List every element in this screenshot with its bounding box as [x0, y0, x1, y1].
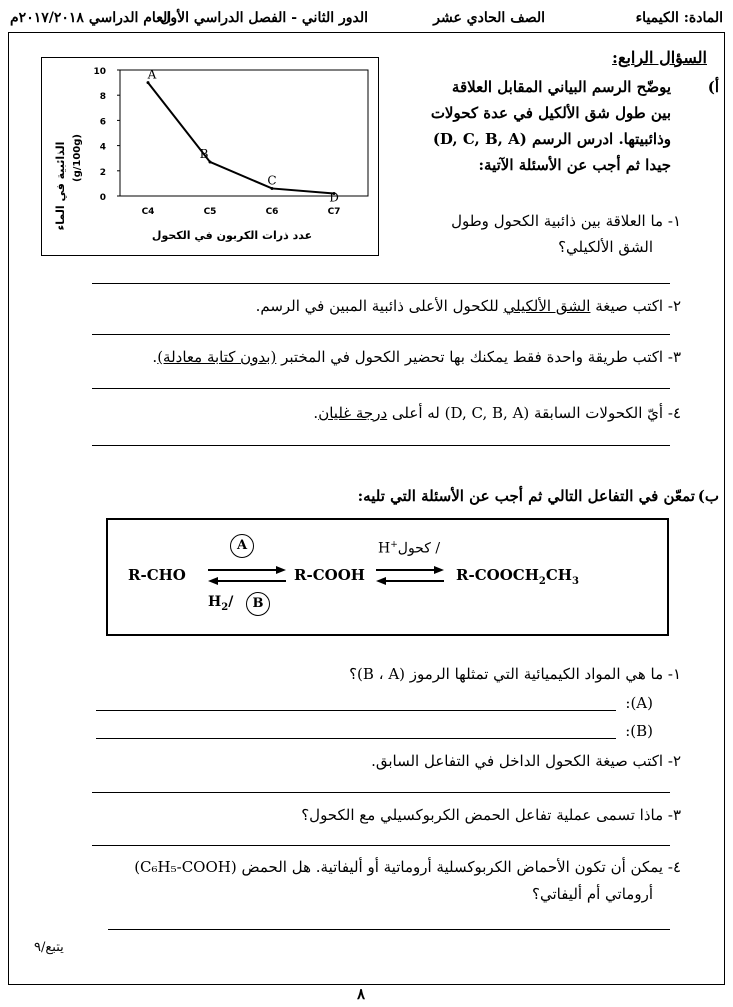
- page-border-left: [8, 32, 9, 985]
- h2-main: H: [208, 594, 222, 610]
- a-q2-pre: ٢- اكتب صيغة: [590, 297, 681, 315]
- y-tick-label: 0: [99, 193, 106, 203]
- a-q1-line2: الشق الألكيلي؟: [558, 238, 653, 256]
- product-main: R-COOCH: [456, 566, 539, 584]
- y-tick-label: 10: [93, 67, 106, 77]
- y-tick-label: 4: [99, 142, 106, 153]
- solubility-line: [148, 83, 334, 194]
- hplus-sup: +: [390, 540, 398, 550]
- b-q1-a-answer-line[interactable]: [96, 710, 616, 711]
- a-q3-post: .: [152, 348, 158, 366]
- b-q4-line1: [134, 858, 681, 876]
- solubility-chart: [41, 57, 379, 256]
- subject-label: المادة: الكيمياء: [635, 10, 723, 26]
- b-q1-b-label: :(B): [625, 722, 653, 740]
- a-q2-underlined: الشق الألكيلي: [503, 297, 591, 315]
- page-border-right: [724, 32, 725, 985]
- h2-sub: 2: [221, 601, 229, 613]
- a-q4: [313, 404, 681, 422]
- b-q4-answer-line[interactable]: [108, 929, 670, 930]
- b-q4-formula: (C₆H₅-COOH): [134, 858, 237, 876]
- year-label: العام الدراسي ٢٠١٧/٢٠١٨م: [10, 10, 172, 26]
- term-label: الدور الثاني - الفصل الدراسي الأول: [160, 10, 368, 26]
- grade-label: الصف الحادي عشر: [433, 10, 545, 26]
- chart-svg: [42, 58, 378, 255]
- b-q2-answer-line[interactable]: [92, 792, 670, 793]
- y-tick-label: 8: [99, 92, 106, 103]
- chart-yunit: (g/100g): [72, 134, 83, 182]
- a-q3-pre: ٣- اكتب طريقة واحدة فقط يمكنك بها تحضير الكحول في المختبر: [276, 348, 681, 366]
- a-q4-post: .: [313, 404, 319, 422]
- product-ch: CH: [545, 566, 572, 584]
- b-q4-line2: أروماتي أم أليفاتي؟: [532, 885, 653, 903]
- b-q1-a-label: :(A): [625, 694, 653, 712]
- acid-catalyst-label: [378, 540, 440, 557]
- a-q4-answer-line[interactable]: [92, 445, 670, 446]
- b-q4-pre: ٤- يمكن أن تكون الأحماض الكربوكسلية أروماتية أو أليفاتية. هل الحمض: [236, 858, 681, 876]
- a-q4-pre: ٤- أيّ الكحولات السابقة (D, C, B, A) له أعلى: [387, 404, 681, 422]
- b-q1: ١- ما هي المواد الكيميائية التي تمثلها الرموز (B ، A)؟: [349, 665, 681, 683]
- b-q3-answer-line[interactable]: [92, 845, 670, 846]
- reaction-diagram: [106, 518, 669, 636]
- data-point: [209, 160, 212, 163]
- equilibrium-arrows-1: [206, 564, 288, 588]
- hplus-main: H: [378, 540, 391, 557]
- intro-line-2: بين طول شق الألكيل في عدة كحولات: [430, 104, 671, 122]
- h2-label: [208, 594, 233, 613]
- page-number: ٨: [357, 985, 366, 1003]
- x-tick-label: C7: [327, 207, 341, 217]
- reagent-a-circle: A: [230, 534, 254, 558]
- b-q2: ٢- اكتب صيغة الكحول الداخل في التفاعل السابق.: [371, 752, 681, 770]
- part-b-label: ب): [697, 487, 719, 505]
- point-label-b: B: [199, 146, 209, 161]
- continue-note: يتبع/٩: [34, 940, 64, 955]
- a-q2-post: للكحول الأعلى ذائبية المبين في الرسم.: [255, 297, 504, 315]
- x-tick-label: C4: [141, 207, 155, 217]
- y-tick-label: 6: [99, 117, 106, 128]
- product-formula: [456, 566, 579, 587]
- a-q2-answer-line[interactable]: [92, 334, 670, 335]
- page-border-bottom: [8, 984, 725, 985]
- a-q3: [152, 348, 681, 366]
- a-q4-underlined: درجة غليان: [318, 404, 388, 422]
- reactant-formula: R-CHO: [128, 566, 186, 584]
- intro-line-4: جيدا ثم أجب عن الأسئلة الآتية:: [478, 156, 671, 174]
- x-tick-label: C5: [203, 207, 217, 217]
- a-q2: [256, 297, 681, 315]
- point-label-a: A: [147, 67, 157, 82]
- a-q3-underlined: (بدون كتابة معادلة): [157, 348, 277, 366]
- product-sub2: 3: [571, 576, 579, 587]
- product-sub1: 2: [538, 576, 546, 587]
- b-q3: ٣- ماذا تسمى عملية تفاعل الحمض الكربوكسيلي مع الكحول؟: [301, 806, 681, 824]
- reagent-b-circle: B: [246, 592, 270, 616]
- part-b-intro: تمعّن في التفاعل التالي ثم أجب عن الأسئلة التي تليه:: [357, 487, 695, 505]
- a-q1-answer-line[interactable]: [92, 283, 670, 284]
- chart-ylabel: الذائبية في الماء: [54, 141, 67, 231]
- point-label-c: C: [267, 173, 277, 188]
- point-label-d: D: [329, 190, 339, 205]
- question-title: السؤال الرابع:: [612, 48, 707, 67]
- header-divider: [8, 32, 725, 33]
- y-tick-label: 2: [99, 167, 106, 178]
- part-a-label: أ): [707, 78, 719, 96]
- h2-slash: /: [228, 594, 234, 610]
- intro-line-3: (D, C, B, A) وذائبيتها. ادرس الرسم: [432, 130, 671, 148]
- a-q3-answer-line[interactable]: [92, 388, 670, 389]
- b-q1-b-answer-line[interactable]: [96, 738, 616, 739]
- x-tick-label: C6: [265, 207, 279, 217]
- middle-formula: R-COOH: [294, 566, 365, 584]
- hplus-rest: / كحول: [397, 540, 441, 557]
- chart-xlabel: عدد ذرات الكربون في الكحول: [151, 229, 313, 242]
- intro-line-1: يوضّح الرسم البياني المقابل العلاقة: [451, 78, 671, 96]
- a-q1-line1: ١- ما العلاقة بين ذائبية الكحول وطول: [451, 212, 681, 230]
- equilibrium-arrows-2: [374, 564, 446, 588]
